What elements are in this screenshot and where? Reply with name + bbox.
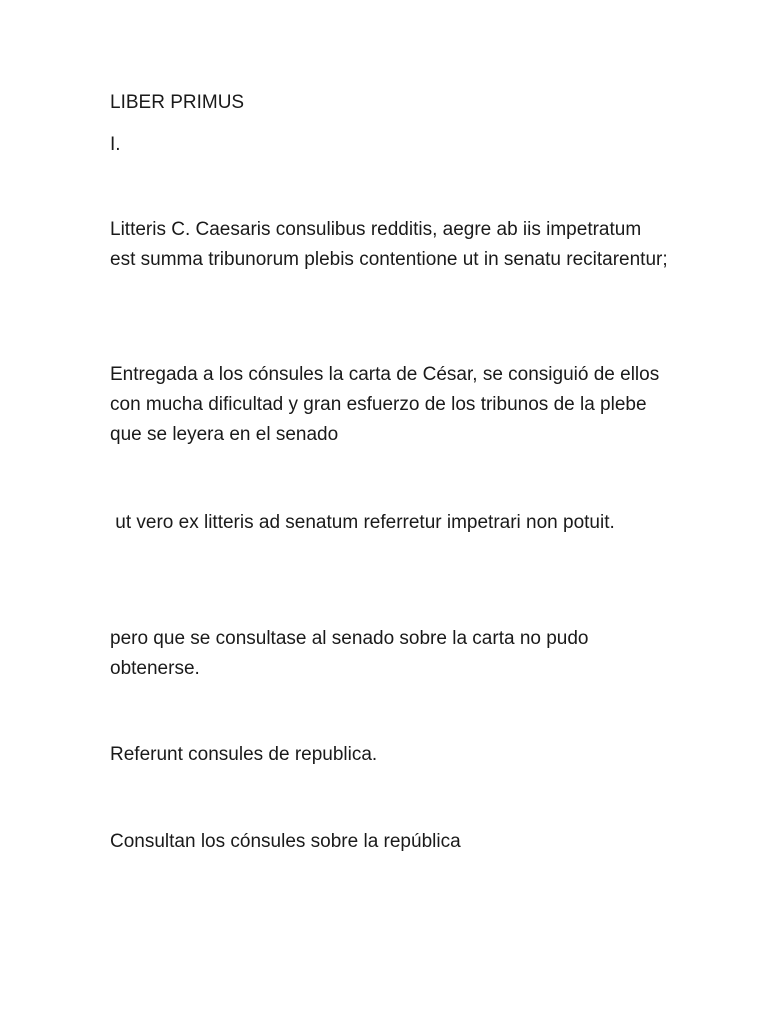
paragraph-latin-1: Litteris C. Caesaris consulibus redditis, aegre ab iis impetratum est summa tribunorum plebis contentione ut in senatu recitarentur;: [110, 219, 668, 270]
paragraph-latin-2: ut vero ex litteris ad senatum referretur impetrari non potuit.: [110, 512, 615, 533]
paragraph-spanish-1: Entregada a los cónsules la carta de César, se consiguió de ellos con mucha dificultad y gran esfuerzo de los tribunos de la plebe que se leyera en el senado: [110, 364, 665, 445]
section-numeral: I.: [110, 134, 121, 155]
paragraph-latin-3: Referunt consules de republica.: [110, 744, 378, 765]
document-heading: LIBER PRIMUS: [110, 92, 245, 113]
paragraph-spanish-2: pero que se consultase al senado sobre la carta no pudo obtenerse.: [110, 628, 594, 679]
paragraph-spanish-3: Consultan los cónsules sobre la república: [110, 831, 461, 852]
